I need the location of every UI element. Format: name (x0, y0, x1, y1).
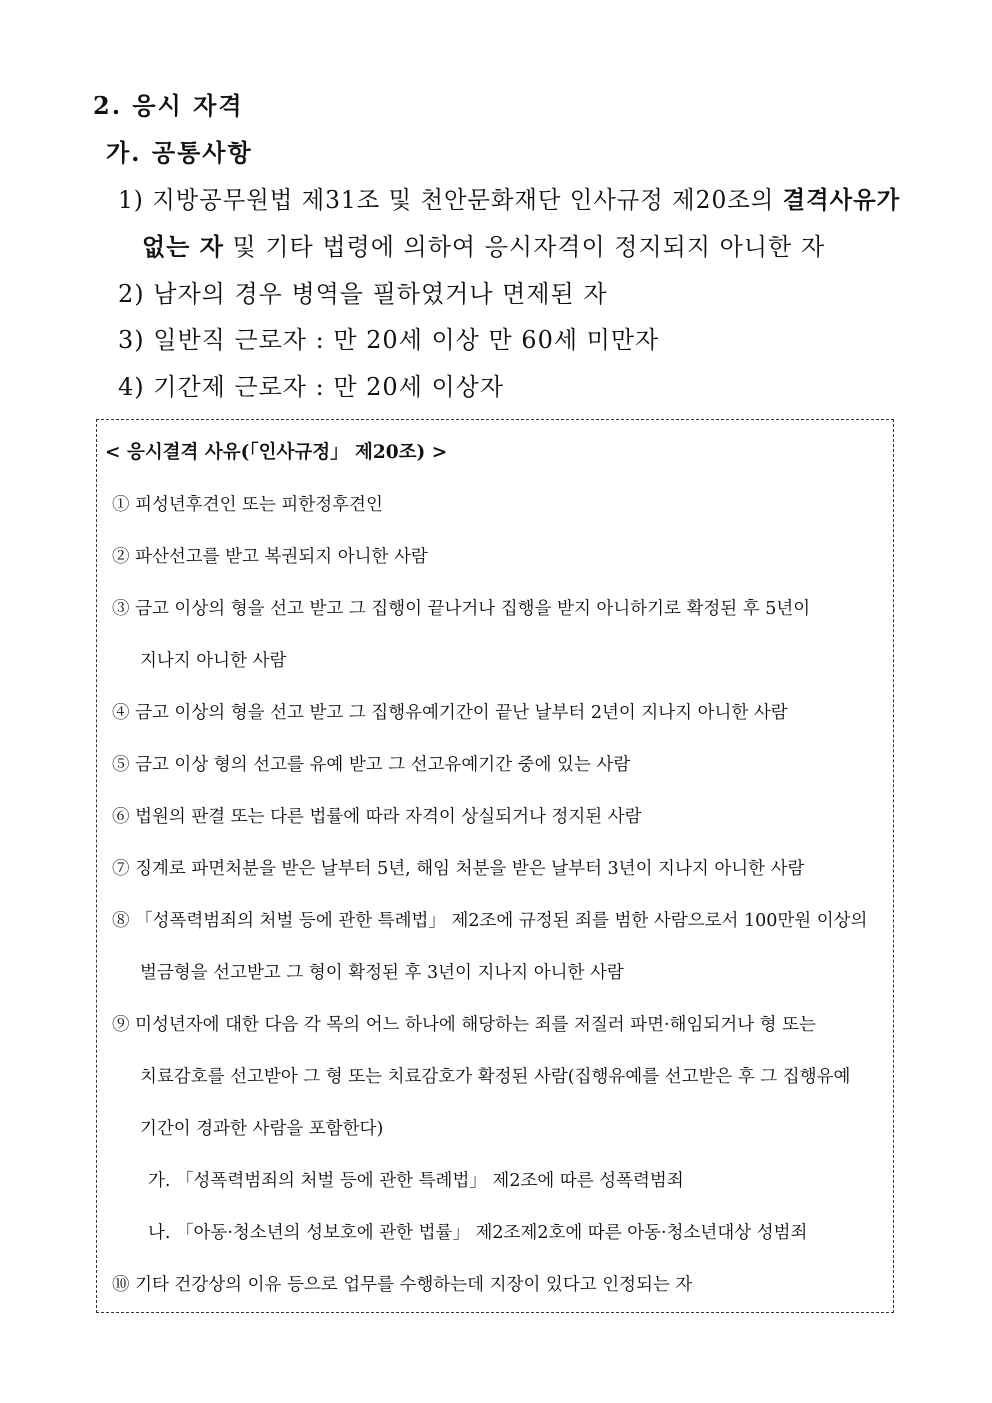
section-heading: 2. 응시 자격 (93, 91, 244, 120)
list-item (142, 227, 825, 262)
list-item (118, 180, 900, 215)
subsection-heading: 가. 공통사항 (106, 138, 253, 167)
box-line: ③ 금고 이상의 형을 선고 받고 그 집행이 끝나거나 집행을 받지 아니하기로 확정된 후 5년이 (112, 599, 811, 619)
box-line: 기간이 경과한 사람을 포함한다) (140, 1119, 384, 1139)
list-item: 2) 남자의 경우 병역을 필하였거나 면제된 자 (118, 280, 608, 308)
box-line: 지나지 아니한 사람 (140, 651, 287, 671)
list-item-text: 및 기타 법령에 의하여 응시자격이 정지되지 아니한 자 (223, 233, 825, 261)
box-line: ⑧ 「성폭력범죄의 처벌 등에 관한 특례법」 제2조에 규정된 죄를 범한 사람으로서 100만원 이상의 (112, 911, 868, 931)
box-subline: 나. 「아동·청소년의 성보호에 관한 법률」 제2조제2호에 따른 아동·청소년대상 성범죄 (148, 1223, 808, 1243)
box-title: < 응시결격 사유(「인사규정」 제20조) > (105, 442, 448, 463)
list-item: 3) 일반직 근로자 : 만 20세 이상 만 60세 미만자 (118, 326, 660, 354)
list-item-bold: 결격사유가 (782, 185, 901, 214)
box-line: ④ 금고 이상의 형을 선고 받고 그 집행유예기간이 끝난 날부터 2년이 지나지 아니한 사람 (112, 703, 788, 723)
list-item-text: 1) 지방공무원법 제31조 및 천안문화재단 인사규정 제20조의 (118, 186, 783, 214)
list-item-bold: 없는 자 (142, 232, 224, 261)
box-line: ⑨ 미성년자에 대한 다음 각 목의 어느 하나에 해당하는 죄를 저질러 파면·해임되거나 형 또는 (112, 1015, 816, 1035)
box-line: ⑥ 법원의 판결 또는 다른 법률에 따라 자격이 상실되거나 정지된 사람 (112, 807, 642, 827)
box-line: 벌금형을 선고받고 그 형이 확정된 후 3년이 지나지 아니한 사람 (140, 963, 624, 983)
box-subline: 가. 「성폭력범죄의 처벌 등에 관한 특례법」 제2조에 따른 성폭력범죄 (148, 1171, 684, 1191)
list-item: 4) 기간제 근로자 : 만 20세 이상자 (118, 373, 505, 401)
box-line: ② 파산선고를 받고 복권되지 아니한 사람 (112, 547, 428, 567)
box-line: ⑩ 기타 건강상의 이유 등으로 업무를 수행하는데 지장이 있다고 인정되는 자 (112, 1275, 693, 1295)
box-line: 치료감호를 선고받아 그 형 또는 치료감호가 확정된 사람(집행유예를 선고받은 후 그 집행유예 (140, 1067, 851, 1087)
box-line: ⑦ 징계로 파면처분을 받은 날부터 5년, 해임 처분을 받은 날부터 3년이 지나지 아니한 사람 (112, 859, 805, 879)
box-line: ⑤ 금고 이상 형의 선고를 유예 받고 그 선고유예기간 중에 있는 사람 (112, 755, 631, 775)
box-line: ① 피성년후견인 또는 피한정후견인 (112, 495, 383, 515)
